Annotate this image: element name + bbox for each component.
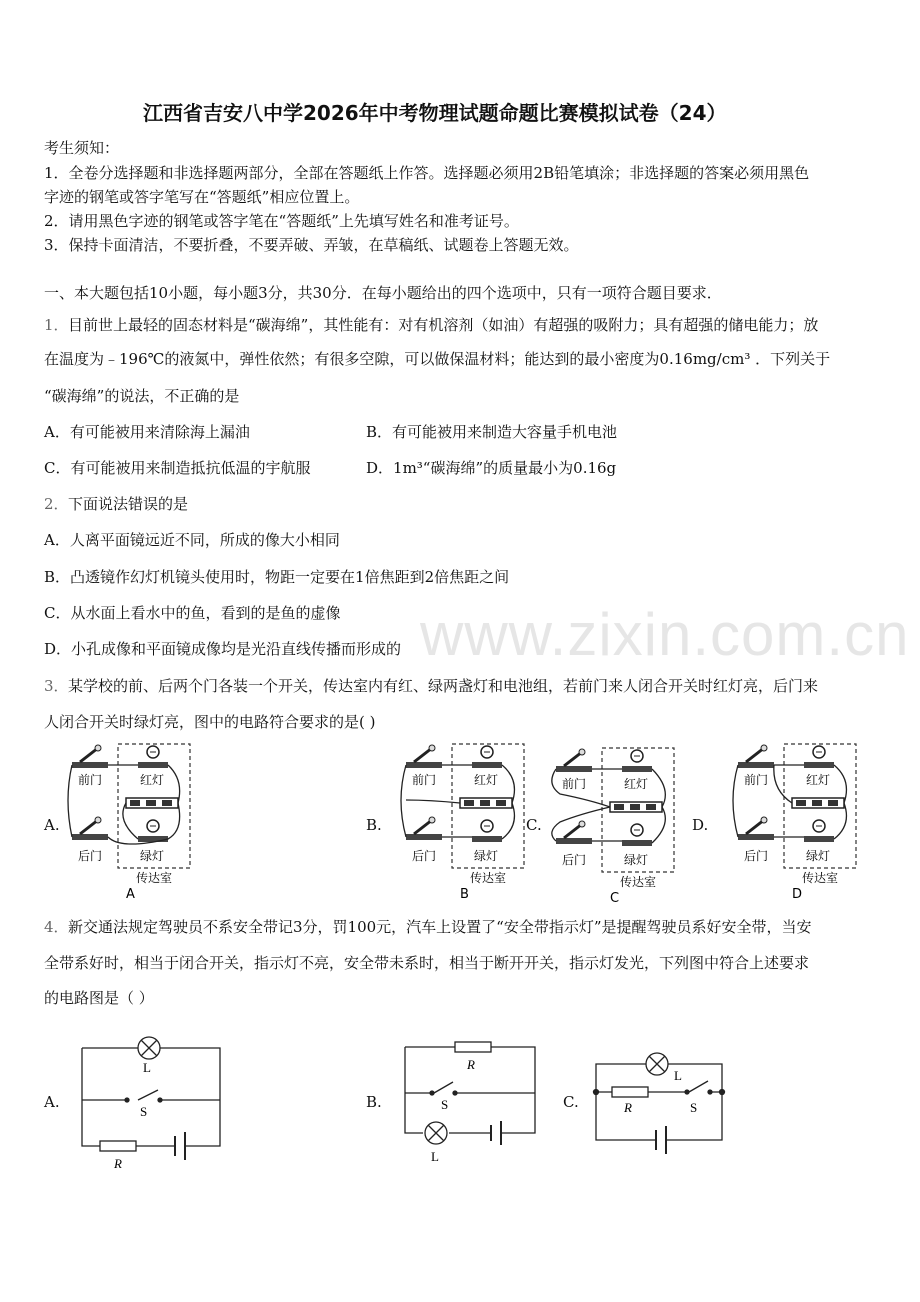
front-door-label: 前门 [562, 777, 587, 791]
q4b-lamp-label: L [431, 1149, 439, 1164]
q1-option-b: B．有可能被用来制造大容量手机电池 [366, 423, 618, 441]
front-door-label: 前门 [412, 773, 437, 787]
figure-caption: A [126, 887, 135, 902]
q4c-lamp-label: L [674, 1068, 682, 1083]
q1-stem-line3: “碳海绵”的说法，不正确的是 [44, 387, 240, 405]
q1-option-d: D．1m³“碳海绵”的质量最小为0.16g [366, 459, 617, 477]
q4a-switch-label: S [140, 1104, 148, 1119]
red-lamp-label: 红灯 [140, 773, 165, 787]
q3-circuit-a [66, 740, 191, 900]
red-lamp-label: 红灯 [806, 773, 831, 787]
room-label: 传达室 [802, 871, 839, 885]
q4b-switch-label: S [441, 1097, 449, 1112]
q3-option-c-label: C. [526, 816, 542, 834]
q1-option-c: C．有可能被用来制造抵抗低温的宇航服 [44, 459, 311, 477]
q2-option-b: B．凸透镜作幻灯机镜头使用时，物距一定要在1倍焦距到2倍焦距之间 [44, 568, 510, 586]
green-lamp-label: 绿灯 [140, 849, 165, 863]
front-door-label: 前门 [78, 773, 103, 787]
q4-option-b-label: B. [366, 1093, 382, 1111]
notice-item-2: 2．请用黑色字迹的钢笔或答字笔在“答题纸”上先填写姓名和准考证号。 [44, 212, 519, 230]
green-lamp-label: 绿灯 [806, 849, 831, 863]
q3-circuit-c [550, 744, 675, 904]
q4-stem-line3: 的电路图是（ ） [44, 989, 154, 1007]
q1-number: 1． [44, 316, 69, 334]
q3-number: 3． [44, 677, 69, 695]
q4-circuit-c [594, 1050, 734, 1160]
q4-option-a-label: A. [44, 1093, 60, 1111]
q3-stem-line1: 某学校的前、后两个门各装一个开关，传达室内有红、绿两盏灯和电池组，若前门来人闭合开关时红灯亮，后门来 [68, 677, 819, 695]
back-door-label: 后门 [562, 853, 587, 867]
q4c-resistor-label: R [624, 1100, 632, 1115]
green-lamp-label: 绿灯 [624, 853, 649, 867]
watermark: www.zixin.com.cn [420, 601, 910, 668]
red-lamp-label: 红灯 [474, 773, 499, 787]
q2-stem: 下面说法错误的是 [68, 495, 189, 513]
page-title: 江西省吉安八中学2026年中考物理试题命题比赛模拟试卷（24） [143, 101, 727, 125]
front-door-label: 前门 [744, 773, 769, 787]
red-lamp-label: 红灯 [624, 777, 649, 791]
figure-caption: B [460, 887, 469, 902]
q3-option-d-label: D. [692, 816, 709, 834]
q3-stem-line2: 人闭合开关时绿灯亮，图中的电路符合要求的是( ) [44, 713, 376, 731]
green-lamp-label: 绿灯 [474, 849, 499, 863]
q2-option-c: C．从水面上看水中的鱼，看到的是鱼的虚像 [44, 604, 341, 622]
q4b-resistor-label: R [467, 1057, 475, 1072]
room-label: 传达室 [620, 875, 657, 889]
q4-stem-line2: 全带系好时，相当于闭合开关，指示灯不亮，安全带未系时，相当于断开开关，指示灯发光，下列图中符合上述要求 [44, 954, 810, 972]
q3-option-b-label: B. [366, 816, 382, 834]
q3-circuit-d [732, 740, 857, 900]
q4a-resistor-label: R [114, 1156, 122, 1171]
q2-option-d: D．小孔成像和平面镜成像均是光沿直线传播而形成的 [44, 640, 402, 658]
back-door-label: 后门 [78, 849, 103, 863]
q1-stem-line1: 目前世上最轻的固态材料是“碳海绵”，其性能有：对有机溶剂（如油）有超强的吸附力；具有超强的储电能力；放 [68, 316, 819, 334]
q3-option-a-label: A. [44, 816, 60, 834]
q4-stem-line1: 新交通法规定驾驶员不系安全带记3分，罚100元，汽车上设置了“安全带指示灯”是提醒驾驶员系好安全带，当安 [68, 918, 812, 936]
notice-heading: 考生须知： [44, 139, 120, 157]
back-door-label: 后门 [744, 849, 769, 863]
q2-option-a: A．人离平面镜远近不同，所成的像大小相同 [44, 531, 340, 549]
q4-number: 4． [44, 918, 69, 936]
back-door-label: 后门 [412, 849, 437, 863]
notice-item-3: 3．保持卡面清洁，不要折叠，不要弄破、弄皱，在草稿纸、试题卷上答题无效。 [44, 236, 579, 254]
q4-circuit-b [403, 1035, 553, 1175]
q4-option-c-label: C. [563, 1093, 579, 1111]
q1-stem-line2: 在温度为﹣196℃的液氮中，弹性依然；有很多空隙，可以做保温材料；能达到的最小密度为0.16mg/cm³ ．下列关于 [44, 350, 831, 368]
section-heading: 一、本大题包括10小题，每小题3分，共30分．在每小题给出的四个选项中，只有一项符合题目要求． [44, 284, 722, 302]
room-label: 传达室 [470, 871, 507, 885]
q4c-switch-label: S [690, 1100, 698, 1115]
q2-number: 2． [44, 495, 69, 513]
figure-caption: C [610, 891, 620, 906]
notice-item-1: 1．全卷分选择题和非选择题两部分，全部在答题纸上作答。选择题必须用2B铅笔填涂；非选择题的答案必须用黑色 [44, 164, 810, 182]
room-label: 传达室 [136, 871, 173, 885]
q1-option-a: A．有可能被用来清除海上漏油 [44, 423, 250, 441]
q4-circuit-a [80, 1032, 240, 1172]
q4a-lamp-label: L [143, 1060, 151, 1075]
notice-item-1-cont: 字迹的钢笔或答字笔写在“答题纸”相应位置上。 [44, 188, 360, 206]
q3-circuit-b [400, 740, 525, 900]
figure-caption: D [792, 887, 803, 902]
